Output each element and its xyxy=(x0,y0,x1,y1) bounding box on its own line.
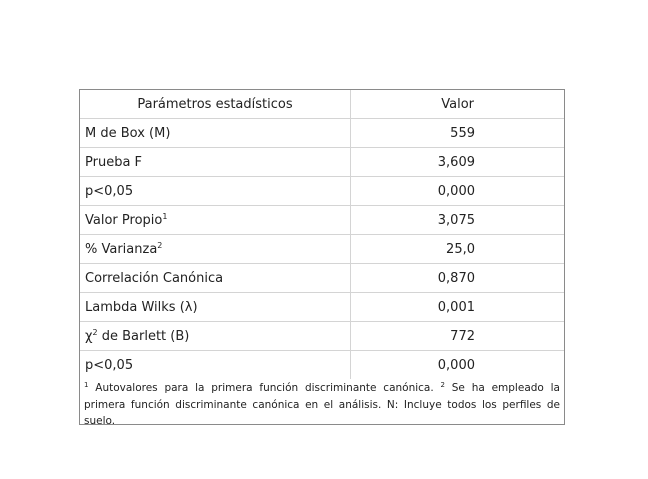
table-row xyxy=(80,119,564,148)
row-label-text: p<0,05 xyxy=(85,183,134,199)
row-label xyxy=(80,293,351,322)
row-label xyxy=(80,322,351,351)
table-row xyxy=(80,322,564,351)
table-row xyxy=(80,148,564,177)
row-value: 559 xyxy=(351,119,565,148)
footnote-mark-2: 2 xyxy=(440,381,445,389)
table-row xyxy=(80,293,564,322)
statistics-table-frame xyxy=(79,89,565,425)
row-label-suffix: de Barlett (B) xyxy=(97,328,190,344)
row-value: 0,001 xyxy=(351,293,565,322)
footnote-mark-1: 1 xyxy=(84,381,89,389)
table-header-row xyxy=(80,90,564,119)
row-label xyxy=(80,119,351,148)
row-value: 0,000 xyxy=(437,357,475,373)
table-row xyxy=(80,351,564,380)
row-value: 25,0 xyxy=(351,235,565,264)
footnote-text-1: Autovalores para la primera función discriminante canónica. xyxy=(88,382,441,394)
footnote-text-2: Se ha empleado la primera función discriminante canónica en el análisis. N: Incluye todos los perfiles de suelo. xyxy=(84,382,560,427)
row-label-text: p<0,05 xyxy=(85,357,134,373)
row-label xyxy=(80,177,351,206)
row-label-text: M de Box (M) xyxy=(85,125,171,141)
table-footnote xyxy=(80,379,564,432)
header-parameters: Parámetros estadísticos xyxy=(80,90,351,119)
row-label-text: Valor Propio xyxy=(85,212,163,228)
row-value: 0,870 xyxy=(351,264,565,293)
row-label xyxy=(80,264,351,293)
table-row xyxy=(80,264,564,293)
row-label-text: % Varianza xyxy=(85,241,158,257)
row-value: 0,000 xyxy=(351,177,565,206)
row-label xyxy=(80,206,351,235)
table-row xyxy=(80,235,564,264)
row-value: 3,075 xyxy=(351,206,565,235)
row-value: 772 xyxy=(351,322,565,351)
row-label-text: Correlación Canónica xyxy=(85,270,224,286)
row-label-text: χ xyxy=(85,328,93,344)
statistics-table xyxy=(80,90,564,379)
table-row xyxy=(80,177,564,206)
row-label-text: Prueba F xyxy=(85,154,143,170)
row-label-superscript: 1 xyxy=(162,211,168,221)
table-row xyxy=(80,206,564,235)
row-label xyxy=(80,351,351,380)
row-value: 3,609 xyxy=(351,148,565,177)
row-label-superscript: 2 xyxy=(157,240,163,250)
row-label-superscript: 2 xyxy=(92,327,98,337)
header-value: Valor xyxy=(351,90,565,119)
row-label xyxy=(80,235,351,264)
row-label xyxy=(80,148,351,177)
row-label-text: Lambda Wilks (λ) xyxy=(85,299,198,315)
